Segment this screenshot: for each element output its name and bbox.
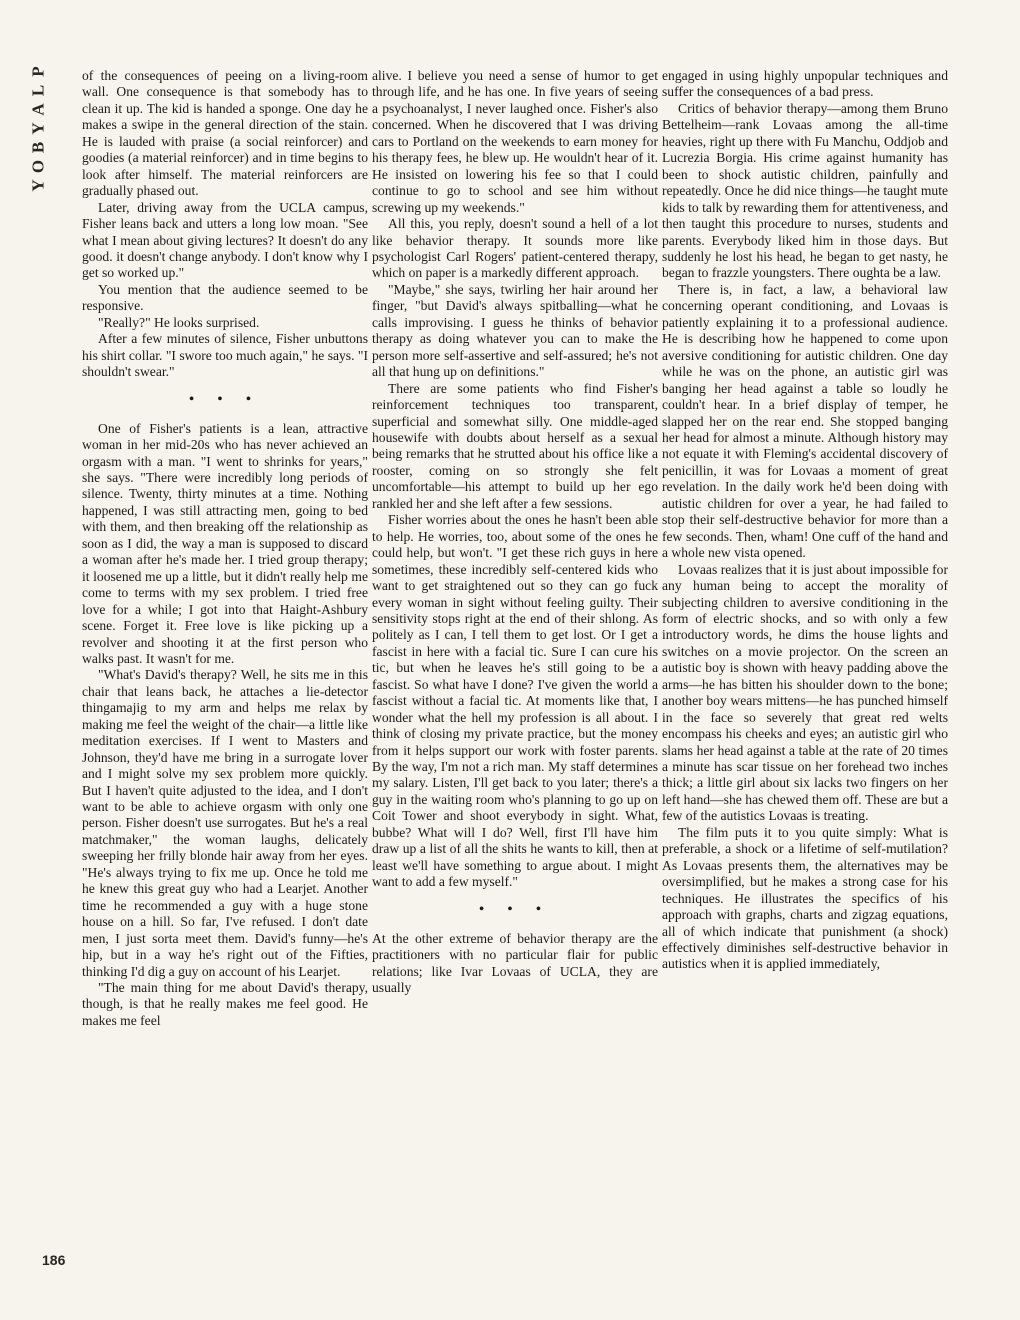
article-paragraph: "Really?" He looks surprised. — [98, 314, 260, 330]
masthead-letter: A — [28, 103, 48, 116]
article-paragraph: All this, you reply, doesn't sound a hell of a lot like behavior therapy. It sounds more like psychologist Carl Rogers' patient-centered therapy, which on paper is a markedly different approach. — [372, 216, 658, 281]
magazine-masthead — [20, 62, 56, 195]
article-paragraph: alive. I believe you need a sense of humor to get through life, and he has one. In five years of seeing a psychoanalyst, I never laughed once. Fisher's also concerned. When he discovered that I was driving cars to Portland on the weekends to earn money for his therapy fees, he blew up. He wouldn't hear of it. He insisted on lowering his fee so that I could continue to go to school and see him without screwing up my weekends." — [372, 68, 658, 215]
article-paragraph: Lovaas realizes that it is just about impossible for any human being to accept the morality of subjecting children to aversive conditioning in the form of electric shocks, and so with only a few introductory words, he dims the house lights and switches on a movie projector. On the screen an autistic boy is shown with heavy padding above the arms—he has bitten his shoulder down to the bone; another boy wears mittens—he has punched himself in the face so severely that great red welts encompass his cheeks and eyes; an autistic girl who slams her head against a table at the rate of 20 times a minute has scar tissue on her forehead two inches thick; a little girl about six lacks two fingers on her left hand—she has chewed them off. These are but a few of the autistics Lovaas is treating. — [662, 561, 948, 824]
text-column-2 — [372, 68, 658, 996]
masthead-letter: Y — [28, 122, 48, 135]
text-column-3 — [662, 68, 948, 973]
article-paragraph: "Maybe," she says, twirling her hair around her finger, "but David's always spitballing—what he calls improvising. I guess he thinks of behavior therapy as doing whatever you can to make the person more self-assertive and self-assured; he's not all that hung up on definitions." — [372, 281, 658, 380]
article-paragraph: There is, in fact, a law, a behavioral law concerning operant conditioning, and Lovaas is patiently explaining it to a professional audience. He is describing how he happened to come upon aversive conditioning for autistic children. One day while he was on the phone, an autistic girl was banging her head against a table so loudly he couldn't hear. In a brief display of temper, he slapped her on the rear end. She stopped banging her head for almost a minute. Although history may not equate it with Fleming's accidental discovery of penicillin, it was for Lovaas a moment of great revelation. In the daily work he'd been doing with autistic children for over a year, he had failed to stop their self-destructive behavior for more than a few seconds. Then, wham! One cuff of the hand and a whole new vista opened. — [662, 281, 948, 561]
section-break: • • • — [479, 901, 551, 917]
section-break: • • • — [189, 391, 261, 407]
article-paragraph: You mention that the audience seemed to be responsive. — [82, 281, 368, 314]
article-paragraph: After a few minutes of silence, Fisher unbuttons his shirt collar. "I swore too much again," he says. "I shouldn't swear." — [82, 331, 368, 380]
article-paragraph: There are some patients who find Fisher's reinforcement techniques too transparent, superficial and somewhat silly. One middle-aged housewife with doubts about herself as a sexual being remarks that he strutted about his office like a rooster, coming on so strongly she felt uncomfortable—his attempt to build up her ego rankled her and she left after a few sessions. — [372, 380, 658, 511]
article-paragraph: Fisher worries about the ones he hasn't been able to help. He worries, too, about some of the ones he could help, but won't. "I get these rich guys in here sometimes, these incredibly self-centered kids who want to get straightened out so they can go fuck every woman in sight without feeling guilty. Their sensitivity stops right at the end of their shlong. As politely as I can, I tell them to get lost. Or I get a fascist in here with a facial tic. Sure I can cure his tic, but when he leaves he's still going to be a fascist. So what have I done? I've given the world a fascist without a facial tic. At moments like that, I wonder what the hell my profession is all about. I think of closing my private practice, but the money from it helps support our work with foster parents. By the way, I'm not a rich man. My staff determines my salary. Listen, I'll get back to you later; there's a guy in the waiting room who's planning to go up on Coit Tower and shoot everybody in sight. What, bubbe? What will I do? Well, first I'll have him draw up a list of all the shits he wants to kill, then at least we'll have something to argue about. I might want to add a few myself." — [372, 512, 658, 890]
masthead-letter: O — [28, 159, 48, 174]
article-paragraph: The film puts it to you quite simply: What is preferable, a shock or a lifetime of self-mutilation? As Lovaas presents them, the alternatives may be oversimplified, but he makes a strong case for his techniques. He illustrates the specifics of his approach with graphs, charts and zigzag equations, all of which indicate that punishment (a shock) effectively diminishes self-destructive behavior in autistics when it is applied immediately, — [662, 824, 948, 972]
text-column-1 — [82, 68, 368, 1029]
article-paragraph: At the other extreme of behavior therapy are the practitioners with no particular flair for public relations; like Ivar Lovaas of UCLA, they are usually — [372, 930, 658, 996]
masthead-letter: B — [28, 141, 48, 154]
article-paragraph: Critics of behavior therapy—among them Bruno Bettelheim—rank Lovaas among the all-time heavies, right up there with Fu Manchu, Oddjob and Lucrezia Borgia. His crime against humanity has been to shock autistic children, painfully and repeatedly. Once he did nice things—he taught mute kids to talk by rewarding them for attentiveness, and then taught this procedure to nurses, students and parents. Everybody liked him in those days. But suddenly he lost his head, he began to get nasty, he began to frazzle youngsters. There oughta be a law. — [662, 100, 948, 281]
article-paragraph: "What's David's therapy? Well, he sits me in this chair that leans back, he attaches a lie-detector thingamajig to my arm and helps me relax by making me feel the weight of the chair—a little like meditation exercises. If I went to Masters and Johnson, they'd have me bring in a surrogate lover and I might solve my sex problem more quickly. But I haven't quite adjusted to the idea, and I don't want to be able to achieve orgasm with only one person. Fisher doesn't use surrogates. But he's a real matchmaker," the woman laughs, delicately sweeping her frilly blonde hair away from her eyes. "He's always trying to fix me up. Once he told me he knew this great guy who had a Learjet. Another time he recommended a guy with a huge stone house on a hill. So far, I've refused. I don't date men, I just sorta meet them. David's funny—he's hip, but in a way he's right out of the Fifties, thinking I'd dig a guy on account of his Learjet. — [82, 667, 368, 979]
masthead-letter: L — [28, 84, 48, 97]
article-paragraph: of the consequences of peeing on a living-room wall. One consequence is that somebody has to clean it up. The kid is handed a sponge. One day he makes a swipe in the general direction of the stain. He is lauded with praise (a social reinforcer) and goodies (a material reinforcer) and in time begins to look after himself. The material reinforcers are gradually phased out. — [82, 68, 368, 199]
article-paragraph: One of Fisher's patients is a lean, attractive woman in her mid-20s who has never achieved an orgasm with a man. "I went to shrinks for years," she says. "There were incredibly long periods of silence. Twenty, thirty minutes at a time. Nothing happened, I was still attracting men, going to bed with them, and then breaking off the relationship as soon as I did, the way a man is supposed to discard a woman after he's made her. I tried group therapy; it loosened me up a little, but it didn't really help me come to terms with my sex problem. I tried free love for a while; I got into that Haight-Ashbury scene. Forget it. Free love is like picking up a revolver and shooting it at the first person who walks past. It wasn't for me. — [82, 420, 368, 666]
article-paragraph: Later, driving away from the UCLA campus, Fisher leans back and utters a long low moan. "See what I mean about giving lectures? It doesn't do any good. it doesn't change anybody. I don't know why I get so worked up." — [82, 199, 368, 281]
masthead-letter: Y — [28, 179, 48, 192]
masthead-letter: P — [28, 66, 48, 77]
page-number: 186 — [42, 1252, 66, 1268]
article-paragraph: engaged in using highly unpopular techniques and suffer the consequences of a bad press. — [662, 68, 948, 100]
article-paragraph: "The main thing for me about David's therapy, though, is that he really makes me feel good. He makes me feel — [82, 980, 368, 1028]
